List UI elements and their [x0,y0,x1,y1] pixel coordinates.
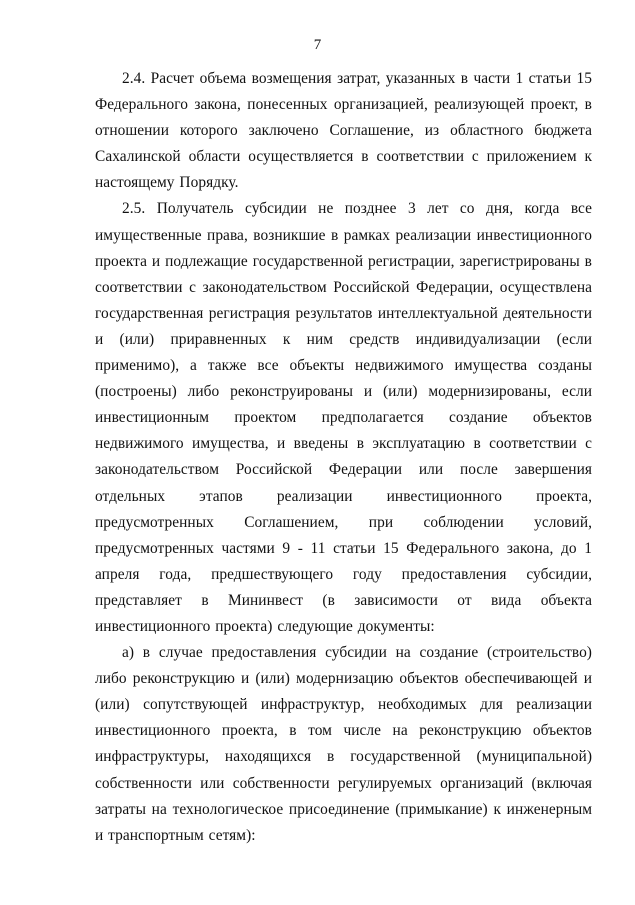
paragraph-2-4: 2.4. Расчет объема возмещения затрат, указанных в части 1 статьи 15 Федерального закона, понесенных организацией, реализующей проект, в отношении которого заключено Соглашение, из областного бюджета Сахалинской области осуществляется в соответствии с приложением к настоящему Порядку. [95,70,592,192]
paragraph-2-5: 2.5. Получатель субсидии не позднее 3 лет со дня, когда все имущественные права, возникшие в рамках реализации инвестиционного проекта и подлежащие государственной регистрации, зарегистрированы в соответствии с законодательством Российской Федерации, осуществлена государственная регистрация результатов интеллектуальной деятельности и (или) приравненных к ним средств индивидуализации (если применимо), а также все объекты недвижимого имущества созданы (построены) либо реконструированы и (или) модернизированы, если инвестиционным проектом предполагается создание объектов недвижимого имущества, и введены в эксплуатацию в соответствии с законодательством Российской Федерации или после завершения отдельных этапов реализации инвестиционного проекта, предусмотренных Соглашением, при соблюдении условий, предусмотренных частями 9 - 11 статьи 15 Федерального закона, до 1 апреля года, предшествующего году предоставления субсидии, представляет в Мининвест (в зависимости от вида объекта инвестиционного проекта) следующие документы: [95,200,592,635]
document-body [95,66,592,849]
page-number: 7 [313,37,322,53]
paragraph-a: а) в случае предоставления субсидии на создание (строительство) либо реконструкцию и (или) модернизацию объектов обеспечивающей и (или) сопутствующей инфраструктур, необходимых для реализации инвестиционного проекта, в том числе на реконструкцию объектов инфраструктуры, находящихся в государственной (муниципальной) собственности или собственности регулируемых организаций (включая затраты на технологическое присоединение (примыкание) к инженерным и транспортным сетям): [95,644,592,844]
